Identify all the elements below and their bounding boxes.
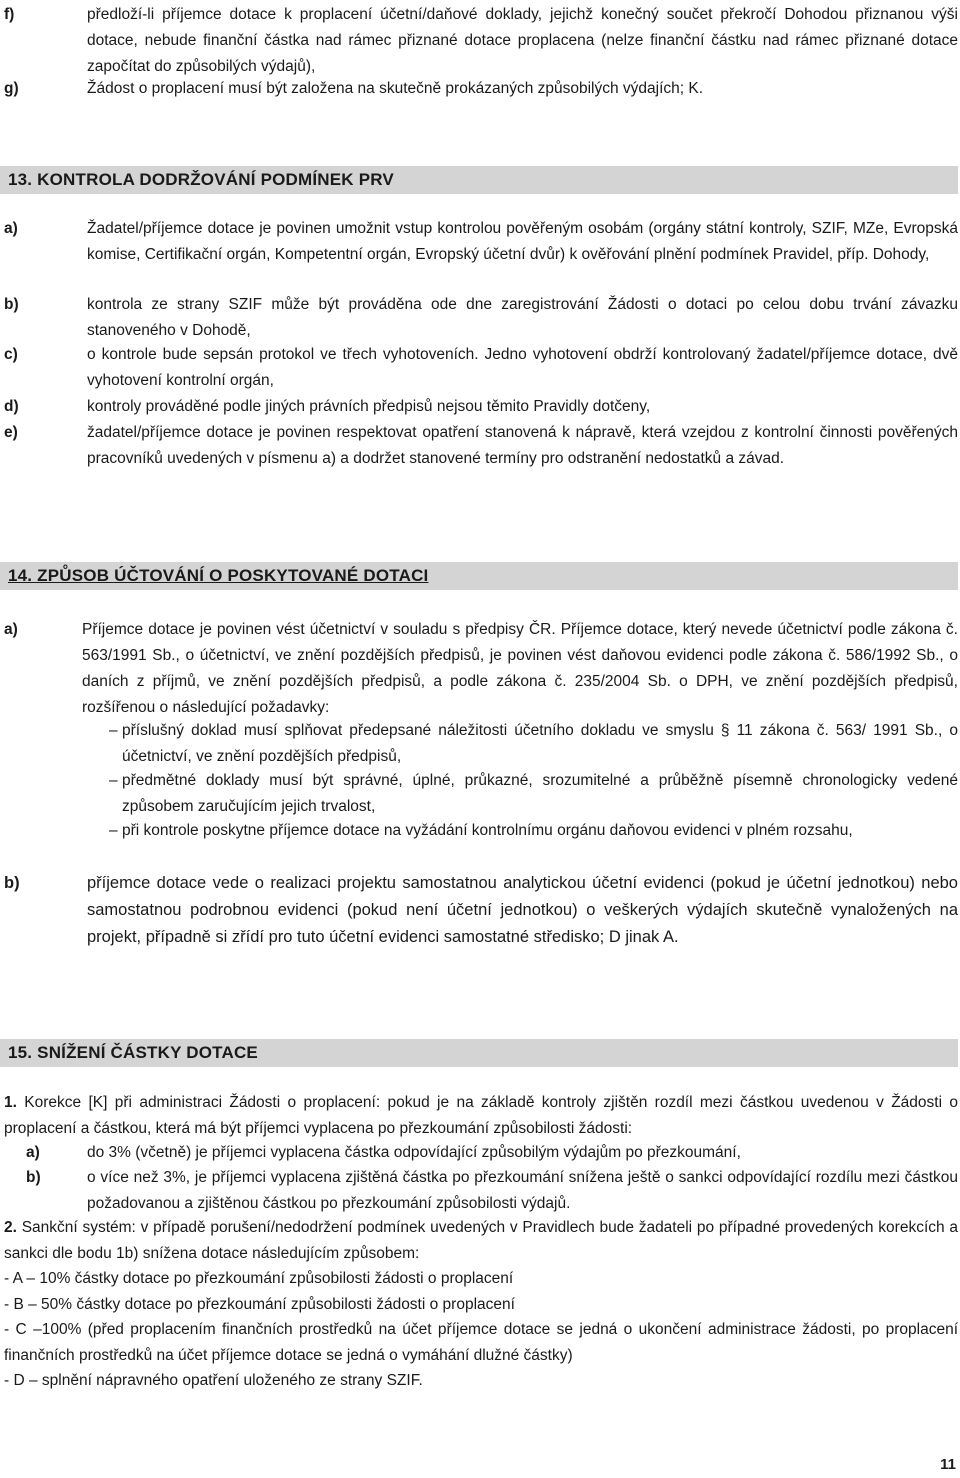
item-text: Žádost o proplacení musí být založena na skutečně prokázaných způsobilých výdajích; K. bbox=[87, 80, 704, 97]
section-15-heading: 15. SNÍŽENÍ ČÁSTKY DOTACE bbox=[0, 1039, 958, 1067]
s14-item-a bbox=[0, 617, 958, 721]
dash-mark: – bbox=[109, 822, 118, 839]
s15-item-b bbox=[0, 1165, 958, 1217]
requirement-item bbox=[0, 818, 958, 844]
item-label: e) bbox=[4, 424, 18, 441]
list-item-g bbox=[0, 76, 958, 102]
s13-item-d bbox=[0, 394, 958, 420]
paragraph-text: Korekce [K] při administraci Žádosti o proplacení: pokud je na základě kontroly zjištěn rozdíl mezi částkou uvedenou v Žádosti o proplacení a částkou, která má být příjemci vyplacena po přezkoumání způsobilosti žádosti: bbox=[4, 1094, 958, 1137]
s14-item-b bbox=[0, 870, 958, 951]
s15-item-a bbox=[0, 1140, 958, 1166]
requirement-item bbox=[0, 768, 958, 820]
s13-item-b bbox=[0, 292, 958, 344]
page-number: 11 bbox=[940, 1456, 956, 1473]
paragraph-text: Sankční systém: v případě porušení/nedodržení podmínek uvedených v Pravidlech bude žadateli po případné provedených korekcích a sankci dle bodu 1b) snížena dotace následujícím způsobem: bbox=[4, 1219, 958, 1262]
section-13-heading: 13. KONTROLA DODRŽOVÁNÍ PODMÍNEK PRV bbox=[0, 166, 958, 194]
penalty-item-b: - B – 50% částky dotace po přezkoumání způsobilosti žádosti o proplacení bbox=[4, 1296, 515, 1313]
item-text: příjemce dotace vede o realizaci projektu samostatnou analytickou účetní evidenci (pokud je účetní jednotkou) nebo samostatnou podrobnou evidenci (pokud není účetní jednotkou) o veškerých výdajích skutečně vynaložených na projekt, případně si zřídí pro tuto účetní evidenci samostatné středisko; D jinak A. bbox=[87, 874, 958, 946]
item-label: f) bbox=[4, 6, 15, 23]
item-label: c) bbox=[4, 346, 18, 363]
requirement-item bbox=[0, 718, 958, 770]
penalty-item-a: - A – 10% částky dotace po přezkoumání způsobilosti žádosti o proplacení bbox=[4, 1270, 514, 1287]
dash-mark: – bbox=[109, 722, 118, 739]
paragraph-2 bbox=[4, 1215, 958, 1267]
item-text: do 3% (včetně) je příjemci vyplacena částka odpovídající způsobilým výdajům po přezkoumání, bbox=[87, 1144, 741, 1161]
item-label: b) bbox=[4, 874, 20, 892]
item-text: Příjemce dotace je povinen vést účetnictví v souladu s předpisy ČR. Příjemce dotace, který nevede účetnictví podle zákona č. 563/1991 Sb., o účetnictví, ve znění pozdějších předpisů, je povinen vést daňovou evidenci podle zákona č. 586/1992 Sb., o daních z příjmů, ve znění pozdějších předpisů, a podle zákona č. 235/2004 Sb. o DPH, ve znění pozdějších předpisů, rozšířenou o následující požadavky: bbox=[82, 621, 958, 716]
item-label: a) bbox=[4, 621, 18, 638]
item-text: Žadatel/příjemce dotace je povinen umožnit vstup kontrolou pověřeným osobám (orgány státní kontroly, SZIF, MZe, Evropská komise, Certifikační orgán, Kompetentní orgán, Evropský účetní dvůr) k ověřování plnění podmínek Pravidel, příp. Dohody, bbox=[87, 220, 958, 263]
item-text: o více než 3%, je příjemci vyplacena zjištěná částka po přezkoumání snížena ještě o sankci odpovídající rozdílu mezi částkou požadovanou a zjištěnou částkou po přezkoumání způsobilosti výdajů. bbox=[87, 1169, 958, 1212]
penalty-item-d: - D – splnění nápravného opatření uloženého ze strany SZIF. bbox=[4, 1372, 423, 1389]
item-text: o kontrole bude sepsán protokol ve třech vyhotoveních. Jedno vyhotovení obdrží kontrolovaný žadatel/příjemce dotace, dvě vyhotovení kontrolní orgán, bbox=[87, 346, 958, 389]
item-label: b) bbox=[26, 1169, 41, 1186]
s13-item-a bbox=[0, 216, 958, 268]
section-14-heading: 14. ZPŮSOB ÚČTOVÁNÍ O POSKYTOVANÉ DOTACI bbox=[0, 562, 958, 590]
s13-item-e bbox=[0, 420, 958, 472]
dash-mark: – bbox=[109, 772, 118, 789]
requirement-text: příslušný doklad musí splňovat předepsané náležitosti účetního dokladu ve smyslu § 11 zákona č. 563/ 1991 Sb., o účetnictví, ve znění pozdějších předpisů, bbox=[122, 722, 958, 765]
item-text: kontroly prováděné podle jiných právních předpisů nejsou těmito Pravidly dotčeny, bbox=[87, 398, 651, 415]
item-label: g) bbox=[4, 80, 19, 97]
item-label: a) bbox=[4, 220, 18, 237]
s13-item-c bbox=[0, 342, 958, 394]
penalty-item-c: - C –100% (před proplacením finančních prostředků na účet příjemce dotace se jedná o ukončení administrace žádosti, po proplacení finančních prostředků na účet příjemce dotace se jedná o vymáhání dlužné částky) bbox=[4, 1321, 958, 1364]
requirement-text: předmětné doklady musí být správné, úplné, průkazné, srozumitelné a průběžně písemně chronologicky vedené způsobem zaručujícím jejich trvalost, bbox=[122, 772, 958, 815]
requirement-text: při kontrole poskytne příjemce dotace na vyžádání kontrolnímu orgánu daňovou evidenci v plném rozsahu, bbox=[122, 822, 853, 839]
paragraph-1 bbox=[4, 1090, 958, 1142]
paragraph-number: 2. bbox=[4, 1219, 17, 1236]
item-text: předloží-li příjemce dotace k proplacení účetní/daňové doklady, jejichž konečný součet překročí Dohodou přiznanou výši dotace, nebude finanční částka nad rámec přiznané dotace proplacena (nelze finanční částku nad rámec přiznané dotace započítat do způsobilých výdajů), bbox=[87, 6, 958, 75]
paragraph-number: 1. bbox=[4, 1094, 17, 1111]
item-text: kontrola ze strany SZIF může být prováděna ode dne zaregistrování Žádosti o dotaci po celou dobu trvání závazku stanoveného v Dohodě, bbox=[87, 296, 958, 339]
item-label: d) bbox=[4, 398, 19, 415]
item-label: a) bbox=[26, 1144, 40, 1161]
item-text: žadatel/příjemce dotace je povinen respektovat opatření stanovená k nápravě, která vzejdou z kontrolní činnosti pověřených pracovníků uvedených v písmenu a) a dodržet stanovené termíny pro odstranění nedostatků a závad. bbox=[87, 424, 958, 467]
item-label: b) bbox=[4, 296, 19, 313]
list-item-f bbox=[0, 2, 958, 80]
